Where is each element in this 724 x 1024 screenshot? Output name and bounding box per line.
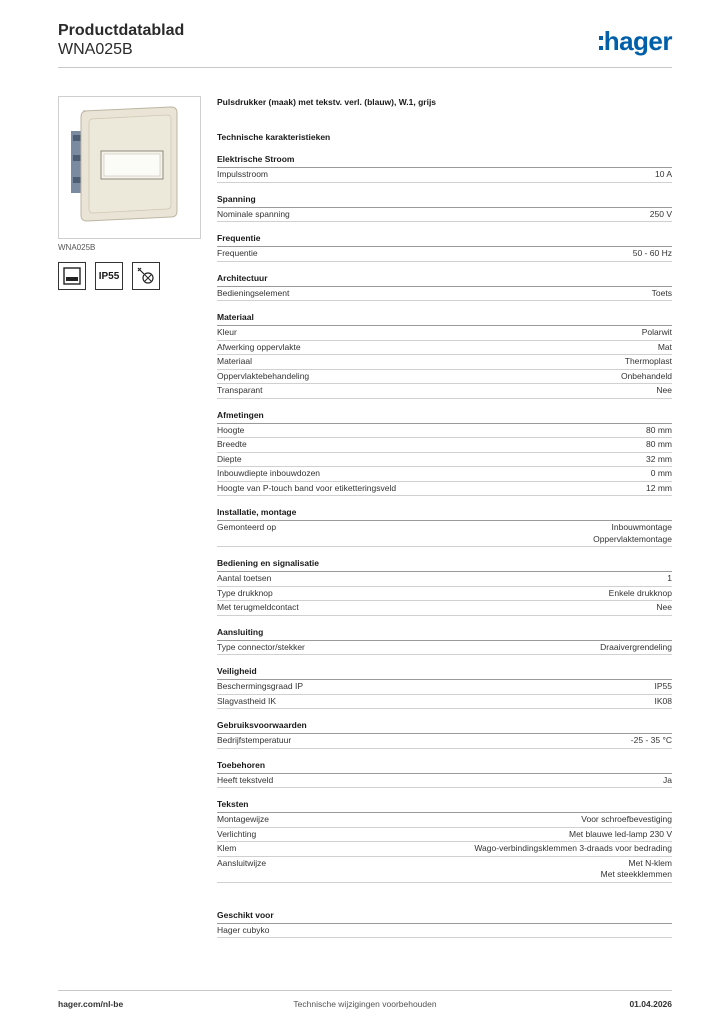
spec-value-line: -25 - 35 °C <box>630 735 672 745</box>
spec-key: Bedrijfstemperatuur <box>217 735 292 745</box>
spec-value <box>600 642 672 654</box>
spec-value <box>646 454 672 466</box>
spec-row <box>217 601 672 616</box>
spec-value <box>569 829 672 841</box>
spec-value-line: Wago-verbindingsklemmen 3-draads voor bedrading <box>474 843 672 853</box>
spec-value-line: 32 mm <box>646 453 672 464</box>
spec-section <box>217 665 672 709</box>
spec-key: Nominale spanning <box>217 208 290 219</box>
spec-key: Afwerking oppervlakte <box>217 341 301 352</box>
spec-value <box>642 327 672 339</box>
spec-value-line: Enkele drukknop <box>608 587 672 598</box>
spec-row <box>217 326 672 341</box>
section-title: Geschikt voor <box>217 909 672 924</box>
ip55-badge: IP55 <box>95 262 123 290</box>
spec-key: Aantal toetsen <box>217 573 272 583</box>
spec-row <box>217 384 672 399</box>
spec-value <box>633 248 672 260</box>
flush-mount-icon <box>58 262 86 290</box>
push-button-switch-icon <box>59 97 200 238</box>
spec-value <box>655 696 673 708</box>
spec-value <box>656 602 672 614</box>
spec-value <box>652 288 672 300</box>
spec-key: Hager cubyko <box>217 924 270 935</box>
spec-key: Frequentie <box>217 248 258 258</box>
spec-section <box>217 798 672 883</box>
spec-row <box>217 695 672 710</box>
spec-section <box>217 153 672 183</box>
spec-value <box>656 385 672 397</box>
spec-value-line: IK08 <box>654 695 672 706</box>
section-title: Toebehoren <box>217 759 672 774</box>
spec-value-line: 12 mm <box>646 482 672 493</box>
spec-section <box>217 193 672 223</box>
spec-value <box>631 735 672 747</box>
section-title: Materiaal <box>217 311 672 326</box>
section-title: Spanning <box>217 193 672 208</box>
spec-value-line: Inbouwmontage <box>611 522 672 532</box>
spec-key: Oppervlaktebehandeling <box>217 370 310 381</box>
spec-row <box>217 734 672 749</box>
spec-key: Klem <box>217 843 237 853</box>
spec-row <box>217 857 672 883</box>
spec-row <box>217 680 672 695</box>
spec-value <box>474 843 672 855</box>
footer-disclaimer: Technische wijzigingen voorbehouden <box>293 999 437 1009</box>
spec-value-line: 1 <box>667 573 672 583</box>
spec-value-line: Onbehandeld <box>620 370 672 381</box>
page-footer <box>58 990 672 1010</box>
spec-key: Montagewijze <box>217 814 269 824</box>
spec-value <box>667 573 672 585</box>
tech-heading: Technische karakteristieken <box>217 132 331 142</box>
section-title: Aansluiting <box>217 626 672 641</box>
page-header <box>58 22 672 68</box>
spec-value-line: Met N-klem <box>628 857 672 868</box>
spec-row <box>217 467 672 482</box>
spec-value-line: Oppervlaktemontage <box>593 533 672 544</box>
spec-value <box>601 858 672 881</box>
spec-row <box>217 168 672 183</box>
spec-key: Beschermingsgraad IP <box>217 681 303 691</box>
logo-text: hager <box>603 26 672 56</box>
spec-value-line: 0 mm <box>650 468 672 478</box>
hager-logo <box>599 28 672 54</box>
spec-section <box>217 272 672 302</box>
spec-value-line: Met steekklemmen <box>600 869 672 879</box>
spec-value-line: Voor schroefbevestiging <box>581 814 672 824</box>
spec-value-line: 80 mm <box>646 424 672 435</box>
led-indicator-icon <box>132 262 160 290</box>
section-title: Frequentie <box>217 232 672 247</box>
section-title: Bediening en signalisatie <box>217 557 672 572</box>
spec-value-line: Nee <box>656 385 672 395</box>
product-code: WNA025B <box>58 41 133 58</box>
spec-row <box>217 438 672 453</box>
spec-section <box>217 557 672 616</box>
spec-section <box>217 506 672 547</box>
spec-section <box>217 909 672 939</box>
spec-value-line: Toets <box>651 287 672 298</box>
spec-value-line: Polarwit <box>641 327 672 337</box>
spec-row <box>217 828 672 843</box>
spec-value-line: Met blauwe led-lamp 230 V <box>568 828 672 839</box>
spec-row <box>217 287 672 302</box>
spec-key: Materiaal <box>217 356 252 366</box>
specs-panel <box>217 96 672 938</box>
footer-url[interactable]: hager.com/nl-be <box>58 999 124 1009</box>
spec-row <box>217 341 672 356</box>
spec-value-line: 250 V <box>649 208 672 219</box>
spec-row <box>217 842 672 857</box>
spec-value-line: Ja <box>663 774 672 785</box>
spec-row <box>217 521 672 547</box>
image-caption: WNA025B <box>58 243 96 252</box>
spec-row <box>217 453 672 468</box>
spec-value-line: Nee <box>656 602 672 612</box>
spec-value <box>646 439 672 451</box>
spec-key: Bedieningselement <box>217 287 290 298</box>
spec-key: Heeft tekstveld <box>217 774 274 785</box>
spec-key: Type drukknop <box>217 587 273 598</box>
spec-row <box>217 813 672 828</box>
spec-section <box>217 719 672 749</box>
spec-value <box>621 371 672 383</box>
spec-key: Aansluitwijze <box>217 857 267 868</box>
section-title: Installatie, montage <box>217 506 672 521</box>
spec-row <box>217 587 672 602</box>
section-title: Afmetingen <box>217 409 672 424</box>
spec-key: Hoogte <box>217 424 245 435</box>
spec-value <box>655 169 672 181</box>
spec-row <box>217 424 672 439</box>
spec-sections <box>217 153 672 938</box>
spec-value <box>663 775 672 787</box>
spec-row <box>217 370 672 385</box>
spec-value <box>655 681 673 693</box>
spec-row <box>217 355 672 370</box>
spec-key: Transparant <box>217 385 263 395</box>
spec-value-line: Mat <box>657 341 672 352</box>
spec-value-line: Draaivergrendeling <box>600 641 672 652</box>
spec-value <box>581 814 672 826</box>
spec-section <box>217 232 672 262</box>
spec-key: Breedte <box>217 439 247 449</box>
spec-row <box>217 641 672 656</box>
spec-value <box>609 588 672 600</box>
spec-key: Impulsstroom <box>217 169 269 179</box>
logo-dots-icon <box>599 36 603 50</box>
spec-key: Verlichting <box>217 828 257 839</box>
spec-row <box>217 247 672 262</box>
section-title: Architectuur <box>217 272 672 287</box>
spec-value <box>625 356 672 368</box>
spec-section <box>217 409 672 497</box>
spec-key: Type connector/stekker <box>217 641 305 652</box>
spec-key: Diepte <box>217 453 242 464</box>
spec-row <box>217 482 672 497</box>
section-title: Gebruiksvoorwaarden <box>217 719 672 734</box>
spec-key: Gemonteerd op <box>217 522 277 532</box>
spec-value-line: 50 - 60 Hz <box>632 248 672 258</box>
spec-value <box>658 342 672 354</box>
spec-section <box>217 626 672 656</box>
spec-key: Kleur <box>217 327 237 337</box>
spec-section <box>217 311 672 399</box>
spec-section <box>217 759 672 789</box>
spec-value-line: 10 A <box>654 169 672 179</box>
spec-value <box>651 468 672 480</box>
spec-row <box>217 208 672 223</box>
spec-key: Met terugmeldcontact <box>217 602 299 612</box>
spec-key: Inbouwdiepte inbouwdozen <box>217 468 321 478</box>
page-title: Productdatablad <box>58 22 185 39</box>
spec-value <box>593 522 672 545</box>
spec-value <box>646 483 672 495</box>
section-title: Veiligheid <box>217 665 672 680</box>
spec-value <box>650 209 672 221</box>
spec-row <box>217 924 672 939</box>
spec-value-line: IP55 <box>654 681 672 691</box>
section-title: Elektrische Stroom <box>217 153 672 168</box>
spec-row <box>217 572 672 587</box>
spec-value-line: 80 mm <box>646 439 672 449</box>
product-badges <box>58 262 160 290</box>
spec-value-line: Thermoplast <box>624 356 672 366</box>
product-description: Pulsdrukker (maak) met tekstv. verl. (blauw), W.1, grijs <box>217 97 437 107</box>
spec-key: Hoogte van P-touch band voor etiketteringsveld <box>217 482 397 493</box>
spec-key: Slagvastheid IK <box>217 695 277 706</box>
footer-date: 01.04.2026 <box>629 999 672 1009</box>
section-title: Teksten <box>217 798 672 813</box>
spec-row <box>217 774 672 789</box>
spec-value <box>646 425 672 437</box>
product-image <box>58 96 201 239</box>
